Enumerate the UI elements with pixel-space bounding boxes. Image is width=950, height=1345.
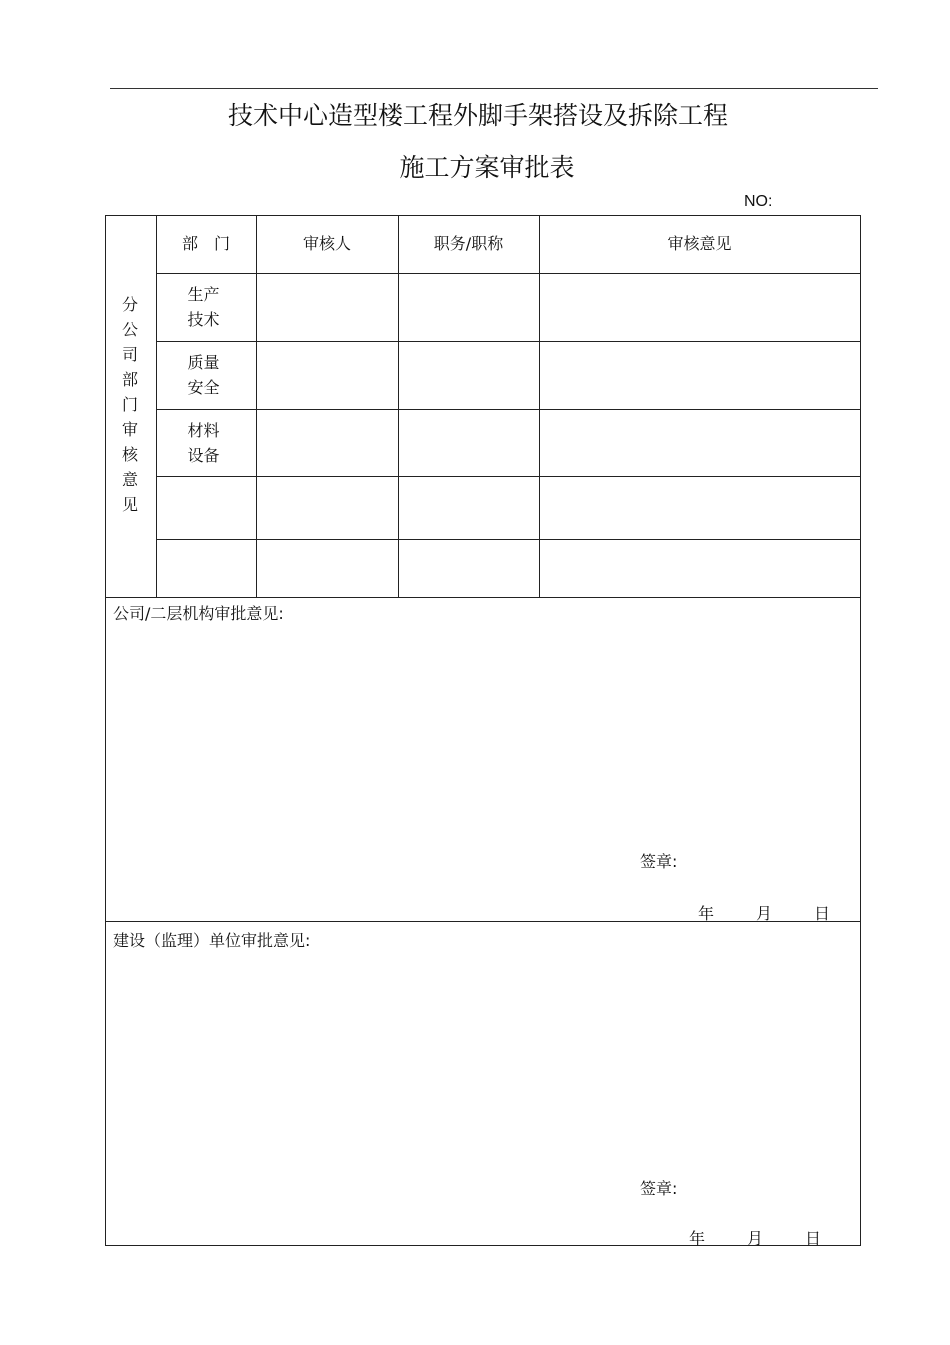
company-signature-label: 签章: — [640, 852, 678, 871]
row-divider — [156, 273, 860, 274]
column-header-department: 部 门 — [181, 234, 230, 253]
owner-review-label: 建设（监理）单位审批意见: — [113, 931, 311, 950]
row-divider — [156, 476, 860, 477]
dept-row-label-line2: 设备 — [187, 446, 220, 465]
owner-signature-label: 签章: — [640, 1179, 678, 1198]
section-divider — [105, 921, 860, 922]
column-header-position: 职务/职称 — [433, 234, 504, 253]
row-divider — [156, 341, 860, 342]
row-divider — [156, 409, 860, 410]
company-date-month: 月 — [756, 904, 773, 923]
dept-row-label — [156, 350, 251, 400]
dept-row-label-line2: 技术 — [187, 310, 220, 329]
company-date-year: 年 — [698, 904, 715, 923]
number-label: NO: — [744, 193, 773, 210]
dept-row-label — [156, 418, 251, 468]
dept-row-label-line2: 安全 — [187, 378, 220, 397]
company-date-day: 日 — [814, 904, 831, 923]
column-header-reviewer: 审核人 — [302, 234, 351, 253]
dept-row-label-line1: 材料 — [187, 421, 220, 440]
owner-date-day: 日 — [805, 1229, 822, 1248]
dept-review-side-label: 分公司部门审核意见 — [121, 295, 138, 514]
company-review-label: 公司/二层机构审批意见: — [113, 604, 284, 623]
dept-row-label — [156, 282, 251, 332]
column-header-opinion: 审核意见 — [667, 234, 732, 253]
owner-date-month: 月 — [747, 1229, 764, 1248]
dept-row-label-line1: 生产 — [187, 285, 220, 304]
header-rule — [110, 88, 878, 89]
document-title: 技术中心造型楼工程外脚手架搭设及拆除工程 — [227, 101, 728, 130]
row-divider — [156, 539, 860, 540]
dept-row-label-line1: 质量 — [187, 353, 220, 372]
section-divider — [105, 597, 860, 598]
document-subtitle: 施工方案审批表 — [399, 153, 575, 182]
owner-date-year: 年 — [689, 1229, 706, 1248]
